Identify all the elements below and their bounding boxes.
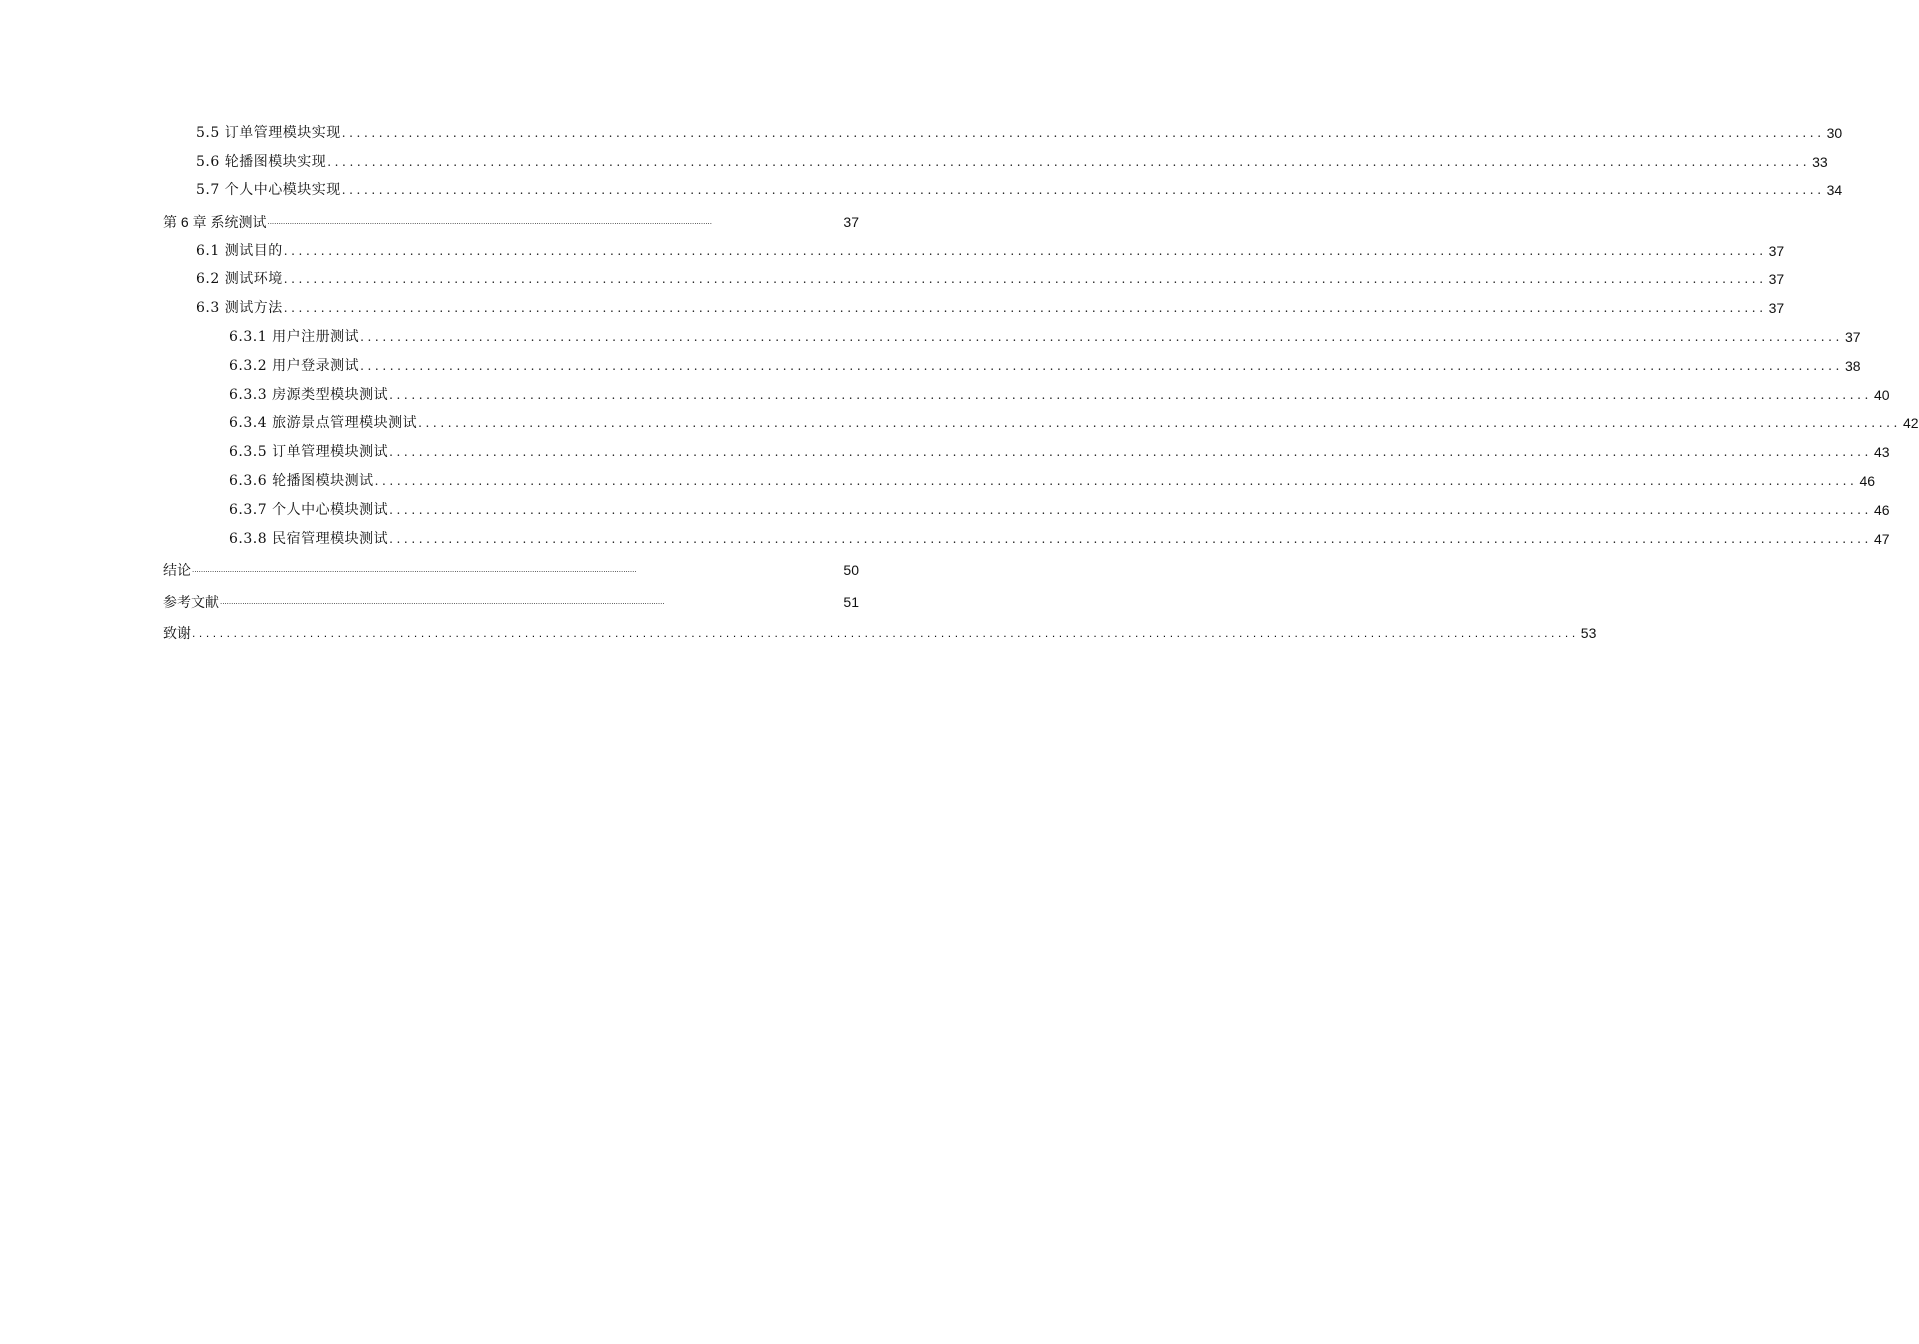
toc-subentry[interactable] xyxy=(163,318,1861,347)
toc-chapter-entry[interactable] xyxy=(163,200,859,232)
toc-entry-title: 6.3.5 订单管理模块测试 xyxy=(229,444,389,461)
toc-entry-title: 致谢 xyxy=(163,625,191,642)
dot-leader: ........................................................................................................................................................................................................ xyxy=(192,565,637,575)
toc-entry-title: 结论 xyxy=(163,562,191,579)
toc-subentry[interactable] xyxy=(163,376,1890,405)
dot-leader: ........................................................................................................................................................................................................ xyxy=(360,358,1843,373)
toc-subentry[interactable] xyxy=(163,347,1861,376)
toc-entry-page: 47 xyxy=(1873,530,1890,547)
toc-entry-title: 6.3.3 房源类型模块测试 xyxy=(229,386,389,403)
toc-subentry[interactable] xyxy=(163,520,1890,549)
toc-entry-page: 43 xyxy=(1873,444,1890,461)
toc-entry-title: 5.7 个人中心模块实现 xyxy=(196,182,341,199)
table-of-contents xyxy=(163,114,1919,643)
toc-entry[interactable] xyxy=(163,289,1785,318)
toc-entry[interactable] xyxy=(163,261,1785,290)
toc-entry-page: 38 xyxy=(1844,357,1861,374)
dot-leader: ........................................................................................................................................................................................................ xyxy=(418,416,1901,431)
dot-leader: ........................................................................................................................................................................................................ xyxy=(283,243,1767,258)
dot-leader: ........................................................................................................................................................................................................ xyxy=(389,445,1872,460)
toc-entry-title: 6.3.7 个人中心模块测试 xyxy=(229,501,389,518)
toc-entry-title: 6.1 测试目的 xyxy=(196,242,283,259)
dot-leader: ........................................................................................................................................................................................................ xyxy=(192,626,1579,641)
dot-leader: ........................................................................................................................................................................................................ xyxy=(283,272,1767,287)
toc-chapter-entry[interactable] xyxy=(163,549,859,581)
toc-entry[interactable] xyxy=(163,114,1843,143)
dot-leader: ........................................................................................................................................................................................................ xyxy=(389,531,1872,546)
toc-entry-title: 6.3.6 轮播图模块测试 xyxy=(229,473,374,490)
toc-subentry[interactable] xyxy=(163,491,1890,520)
toc-entry-page: 46 xyxy=(1859,473,1876,490)
toc-entry[interactable] xyxy=(163,172,1843,201)
toc-entry-title: 5.6 轮播图模块实现 xyxy=(196,153,327,170)
dot-leader: ........................................................................................................................................................................................................ xyxy=(341,125,1825,140)
toc-entry-title: 6.3.1 用户注册测试 xyxy=(229,329,360,346)
toc-entry-page: 37 xyxy=(1768,271,1785,288)
toc-entry-page: 33 xyxy=(1812,153,1828,170)
dot-leader: ........................................................................................................................................................................................................ xyxy=(341,183,1825,198)
toc-entry-page: 37 xyxy=(1844,329,1861,346)
toc-entry-title: 6.3.4 旅游景点管理模块测试 xyxy=(229,415,418,432)
toc-entry-page: 30 xyxy=(1826,124,1843,141)
toc-chapter-entry[interactable] xyxy=(163,612,1597,644)
dot-leader: ........................................................................................................................................................................................................ xyxy=(220,596,665,606)
toc-subentry[interactable] xyxy=(163,433,1890,462)
toc-entry-page: 40 xyxy=(1873,386,1890,403)
toc-entry-page: 51 xyxy=(843,593,859,610)
toc-entry-page: 37 xyxy=(843,213,859,230)
toc-entry[interactable] xyxy=(163,143,1828,172)
toc-entry-title: 6.2 测试环境 xyxy=(196,271,283,288)
toc-entry-title: 参考文献 xyxy=(163,593,219,610)
toc-entry-title: 6.3.2 用户登录测试 xyxy=(229,357,360,374)
toc-entry-page: 42 xyxy=(1902,415,1919,432)
toc-entry-title: 6.3 测试方法 xyxy=(196,300,283,317)
toc-subentry[interactable] xyxy=(163,405,1919,434)
toc-entry-page: 50 xyxy=(843,562,859,579)
toc-entry-title: 第 6 章 系统测试 xyxy=(163,213,267,230)
dot-leader: ........................................................................................................................................................................................................ xyxy=(327,154,1811,169)
toc-entry-page: 53 xyxy=(1580,625,1597,642)
toc-entry-title: 6.3.8 民宿管理模块测试 xyxy=(229,530,389,547)
dot-leader: ........................................................................................................................................................................................................ xyxy=(389,502,1872,517)
toc-entry-page: 37 xyxy=(1768,242,1785,259)
toc-entry-page: 34 xyxy=(1826,182,1843,199)
toc-entry-page: 37 xyxy=(1768,300,1785,317)
dot-leader: ........................................................................................................................................................................................................ xyxy=(374,474,1858,489)
dot-leader: ........................................................................................................................................................................................................ xyxy=(389,387,1872,402)
dot-leader: ........................................................................................................................................................................................................ xyxy=(283,301,1767,316)
dot-leader: ........................................................................................................................................................................................................ xyxy=(360,330,1843,345)
dot-leader: ........................................................................................................................................................................................................ xyxy=(267,216,712,226)
toc-subentry[interactable] xyxy=(163,462,1876,491)
toc-chapter-entry[interactable] xyxy=(163,580,859,612)
toc-entry-page: 46 xyxy=(1873,501,1890,518)
toc-entry-title: 5.5 订单管理模块实现 xyxy=(196,124,341,141)
toc-entry[interactable] xyxy=(163,232,1785,261)
